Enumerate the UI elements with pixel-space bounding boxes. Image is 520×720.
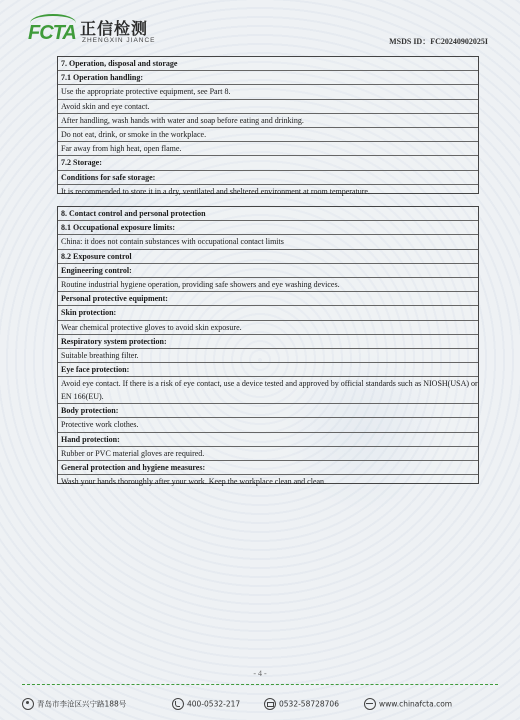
section-heading: 7.1 Operation handling:: [58, 71, 478, 85]
globe-icon: [364, 698, 376, 710]
location-pin-icon: [22, 698, 34, 710]
section-heading: 8.1 Occupational exposure limits:: [58, 221, 478, 235]
section-text: China: it does not contain substances with occupational contact limits: [58, 235, 478, 249]
msds-id: MSDS ID：FC20240902025I: [389, 37, 488, 46]
section-heading: Personal protective equipment:: [58, 292, 478, 306]
logo-english-name: ZHENGXIN JIANCE: [82, 37, 156, 44]
section-heading: Conditions for safe storage:: [58, 171, 478, 185]
footer-address: 青岛市李沧区兴宁路188号: [22, 698, 126, 710]
logo-chinese-name: 正信检测: [80, 19, 149, 38]
section-heading: 7.2 Storage:: [58, 156, 478, 170]
page-header: [28, 12, 498, 52]
section-heading: Body protection:: [58, 404, 478, 418]
section-text: Wash your hands thoroughly after your work. Keep the workplace clean and clean.: [61, 477, 327, 487]
section-heading: Hand protection:: [58, 433, 478, 447]
footer-divider: [22, 684, 498, 685]
page-footer: [22, 694, 502, 714]
section-text: Wear chemical protective gloves to avoid skin exposure.: [58, 321, 478, 335]
section-text: Routine industrial hygiene operation, providing safe showers and eye washing devices.: [58, 278, 478, 292]
section-text: Avoid eye contact. If there is a risk of eye contact, use a device tested and approved by official standards such as NIOSH(USA) or EN 166(EU).: [58, 377, 478, 404]
page-number: - 4 -: [253, 669, 267, 678]
section-text: It is recommended to store it in a dry, ventilated and sheltered environment at room temperature.: [61, 186, 370, 196]
section-text: Do not eat, drink, or smoke in the workplace.: [58, 128, 478, 142]
section-8-box: [57, 206, 479, 487]
logo-mark: FCTA: [28, 16, 74, 46]
section-text: Rubber or PVC material gloves are required.: [58, 447, 478, 461]
section-heading: Eye face protection:: [58, 363, 478, 377]
section-heading: General protection and hygiene measures:: [58, 461, 478, 475]
footer-phone: 400-0532-217: [172, 698, 240, 710]
section-heading: Engineering control:: [58, 264, 478, 278]
section-heading: 8. Contact control and personal protection: [58, 207, 478, 221]
phone-icon: [172, 698, 184, 710]
fax-icon: [264, 698, 276, 710]
footer-fax: 0532-58728706: [264, 698, 339, 710]
company-logo: [28, 12, 158, 48]
section-text: Avoid skin and eye contact.: [58, 100, 478, 114]
section-text: Use the appropriate protective equipment, see Part 8.: [58, 85, 478, 99]
section-heading: 7. Operation, disposal and storage: [58, 57, 478, 71]
section-heading: 8.2 Exposure control: [58, 250, 478, 264]
section-text: After handling, wash hands with water and soap before eating and drinking.: [58, 114, 478, 128]
section-text: Far away from high heat, open flame.: [58, 142, 478, 156]
section-text: Suitable breathing filter.: [58, 349, 478, 363]
footer-website: www.chinafcta.com: [364, 698, 452, 710]
section-heading: Skin protection:: [58, 306, 478, 320]
section-heading: Respiratory system protection:: [58, 335, 478, 349]
section-7-box: [57, 56, 479, 194]
section-text: Protective work clothes.: [58, 418, 478, 432]
